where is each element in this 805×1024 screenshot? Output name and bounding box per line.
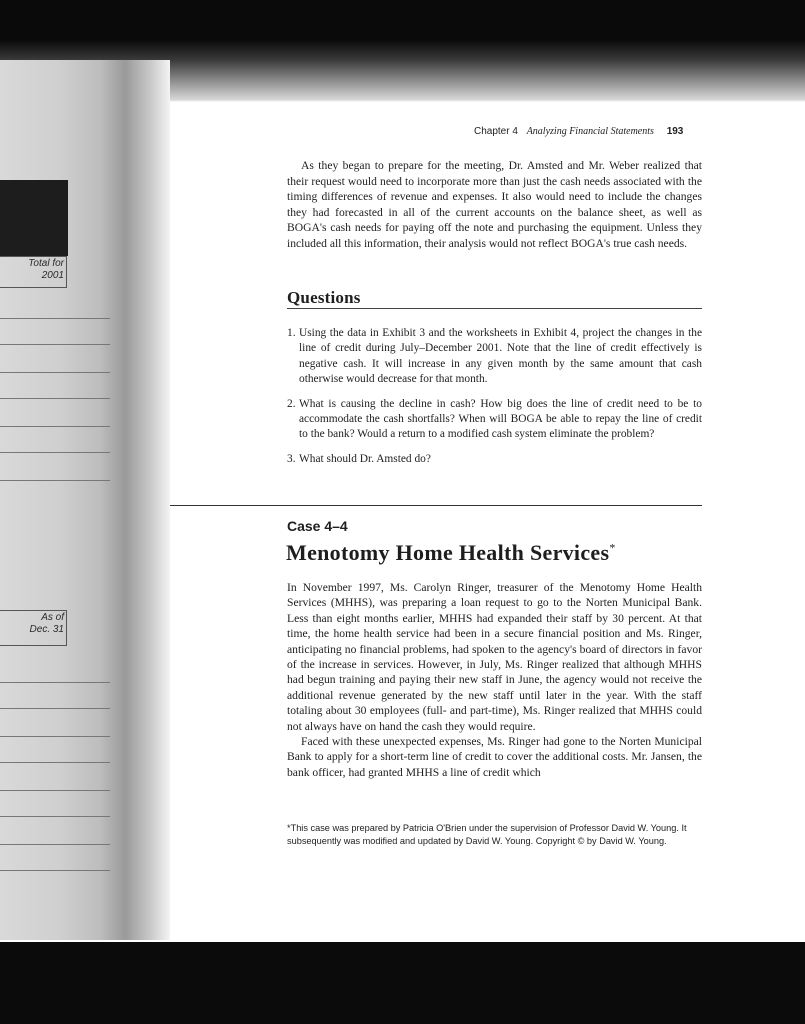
case-divider (170, 505, 702, 506)
facing-rule (0, 318, 110, 319)
chapter-label: Chapter 4 (474, 126, 518, 137)
case-body (287, 580, 702, 780)
facing-rule (0, 398, 110, 399)
questions-list (287, 326, 702, 476)
question-item: 2. What is causing the decline in cash? How big does the line of credit need to be to accommodate the cash shortfalls? When will BOGA be able to repay the line of credit to the bank? Would a return to a modified cash system eliminate the problem? (287, 397, 702, 441)
facing-rule (0, 816, 110, 817)
running-header (474, 126, 683, 137)
facing-rule (0, 762, 110, 763)
facing-rule (0, 736, 110, 737)
facing-rule (0, 870, 110, 871)
facing-rule (0, 344, 110, 345)
facing-rule (0, 790, 110, 791)
facing-asof-label: As of Dec. 31 (29, 612, 64, 635)
case-paragraph: In November 1997, Ms. Carolyn Ringer, treasurer of the Menotomy Home Health Services (MHHS), was preparing a loan request to go to the Norten Municipal Bank. Less than eight months earlier, MHHS had expanded their staff by 30 percent. At that time, the home health service had been in a secure financial position and Ms. Ringer, anticipating no financial problems, had spoken to the agency's board of directors in favor of the increase in services. However, in July, Ms. Ringer realized that although MHHS had begun training and paying their new staff in June, the agency would not receive the additional revenue generated by the new staff until later in the year. With the staff totaling about 30 employees (full- and part-time), Ms. Ringer realized that MHHS could not always have on hand the cash they would require. (287, 581, 702, 733)
facing-rule (0, 452, 110, 453)
footnote: *This case was prepared by Patricia O'Brien under the supervision of Professor David W. Young. It subsequently was modified and updated by David W. Young. Copyright © by David W. Young. (287, 823, 687, 846)
chapter-title: Analyzing Financial Statements (526, 126, 654, 137)
facing-rule (0, 844, 110, 845)
intro-paragraph: As they began to prepare for the meeting, Dr. Amsted and Mr. Weber realized that their request would need to incorporate more than just the cash needs associated with the timing differences of revenue and expenses. It also would need to include the changes they had forecasted in all of the current accounts on the balance sheet, as well as BOGA's cash needs for paying off the note and purchasing the equipment. Unless they included all this information, their analysis would not reflect BOGA's true cash needs. (287, 159, 702, 250)
question-item: 3. What should Dr. Amsted do? (287, 452, 431, 465)
questions-rule (287, 308, 702, 309)
page-number: 193 (666, 126, 684, 137)
facing-page-dark-block (0, 180, 68, 256)
facing-rule (0, 480, 110, 481)
case-paragraph: Faced with these unexpected expenses, Ms. Ringer had gone to the Norten Municipal Bank to apply for a short-term line of credit to cover the additional costs. Mr. Jansen, the bank officer, had granted MHHS a line of credit which (287, 735, 702, 779)
footnote-marker: * (609, 540, 616, 555)
facing-rule (0, 426, 110, 427)
case-label: Case 4–4 (287, 518, 348, 534)
scan-bottom-shadow (0, 942, 805, 1024)
facing-total-label: Total for 2001 (28, 258, 64, 281)
question-item: 1. Using the data in Exhibit 3 and the worksheets in Exhibit 4, project the changes in the line of credit during July–December 2001. Note that the line of credit effectively is negative cash. It will increase in any given month by the same amount that cash otherwise would decrease for that month. (287, 327, 702, 386)
facing-rule (0, 682, 110, 683)
case-title: Menotomy Home Health Services* (286, 540, 616, 565)
facing-rule (0, 372, 110, 373)
questions-heading: Questions (287, 288, 361, 307)
facing-rule (0, 708, 110, 709)
